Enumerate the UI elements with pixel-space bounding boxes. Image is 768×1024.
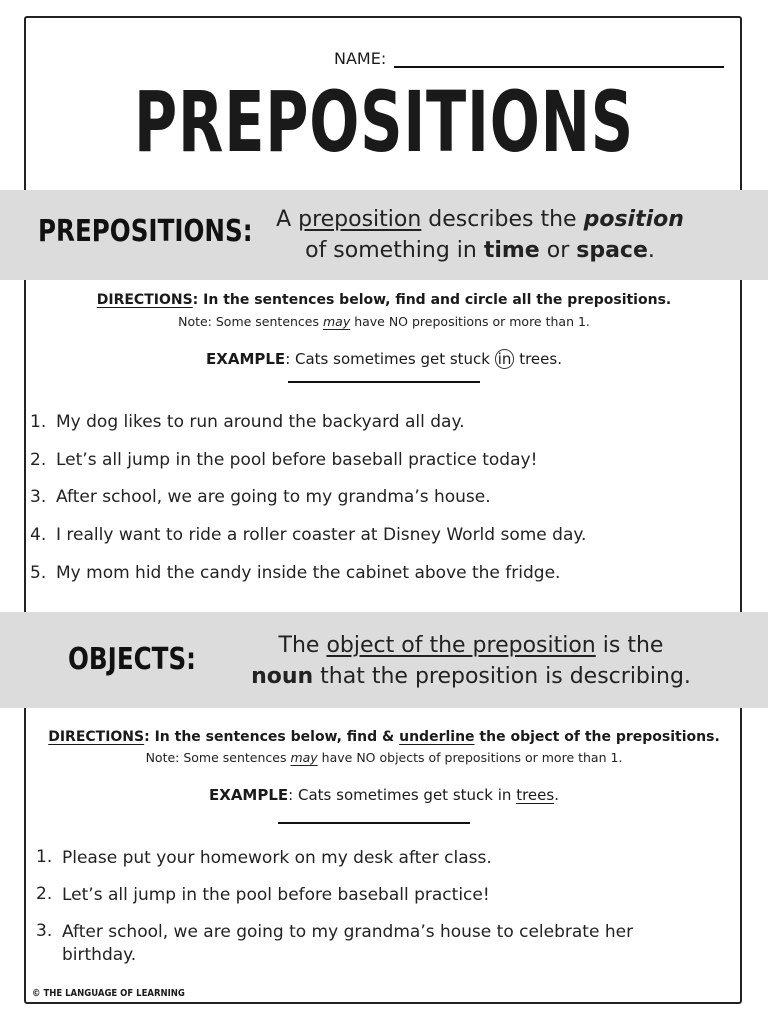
name-label: NAME: xyxy=(334,49,387,68)
underlined-example-word: trees xyxy=(516,786,555,804)
preposition-definition: A preposition describes the position of something in time or space. xyxy=(276,207,684,263)
list-item[interactable]: 1. My dog likes to run around the backyard all day. xyxy=(30,412,465,432)
divider-2 xyxy=(278,822,470,824)
note-2: Note: Some sentences may have NO objects of prepositions or more than 1. xyxy=(145,750,623,765)
list-item[interactable]: 5. My mom hid the candy inside the cabinet above the fridge. xyxy=(30,563,561,583)
note-1: Note: Some sentences may have NO prepositions or more than 1. xyxy=(178,314,590,329)
page-title: PREPOSITIONS xyxy=(134,73,634,171)
prepositions-label: PREPOSITIONS: xyxy=(38,214,253,249)
divider-1 xyxy=(288,381,480,383)
list-item[interactable]: 2. Let’s all jump in the pool before baseball practice today! xyxy=(30,450,538,470)
name-field[interactable] xyxy=(334,44,724,68)
example-2: EXAMPLE: Cats sometimes get stuck in trees. xyxy=(209,786,559,804)
list-item[interactable]: 3. After school, we are going to my grandma’s house. xyxy=(30,487,491,507)
copyright-footer: © THE LANGUAGE OF LEARNING xyxy=(32,988,185,999)
directions-2: DIRECTIONS: In the sentences below, find & underline the object of the prepositions. xyxy=(48,729,720,745)
list-item[interactable]: 1. Please put your homework on my desk after class. xyxy=(36,847,492,868)
list-item[interactable]: 2. Let’s all jump in the pool before baseball practice! xyxy=(36,884,490,905)
object-definition: The object of the preposition is the noun that the preposition is describing. xyxy=(251,633,691,689)
objects-definition-band xyxy=(0,612,768,708)
name-line[interactable] xyxy=(394,48,724,68)
objects-label: OBJECTS: xyxy=(68,642,197,677)
circled-example-word: in xyxy=(495,349,515,369)
directions-1: DIRECTIONS: In the sentences below, find and circle all the prepositions. xyxy=(96,292,672,308)
prepositions-definition-band xyxy=(0,190,768,280)
list-item[interactable]: 3. After school, we are going to my grandma’s house to celebrate her birthday. xyxy=(36,921,634,965)
list-item[interactable]: 4. I really want to ride a roller coaster at Disney World some day. xyxy=(30,525,587,545)
example-1: EXAMPLE: Cats sometimes get stuck in trees. xyxy=(206,350,562,368)
